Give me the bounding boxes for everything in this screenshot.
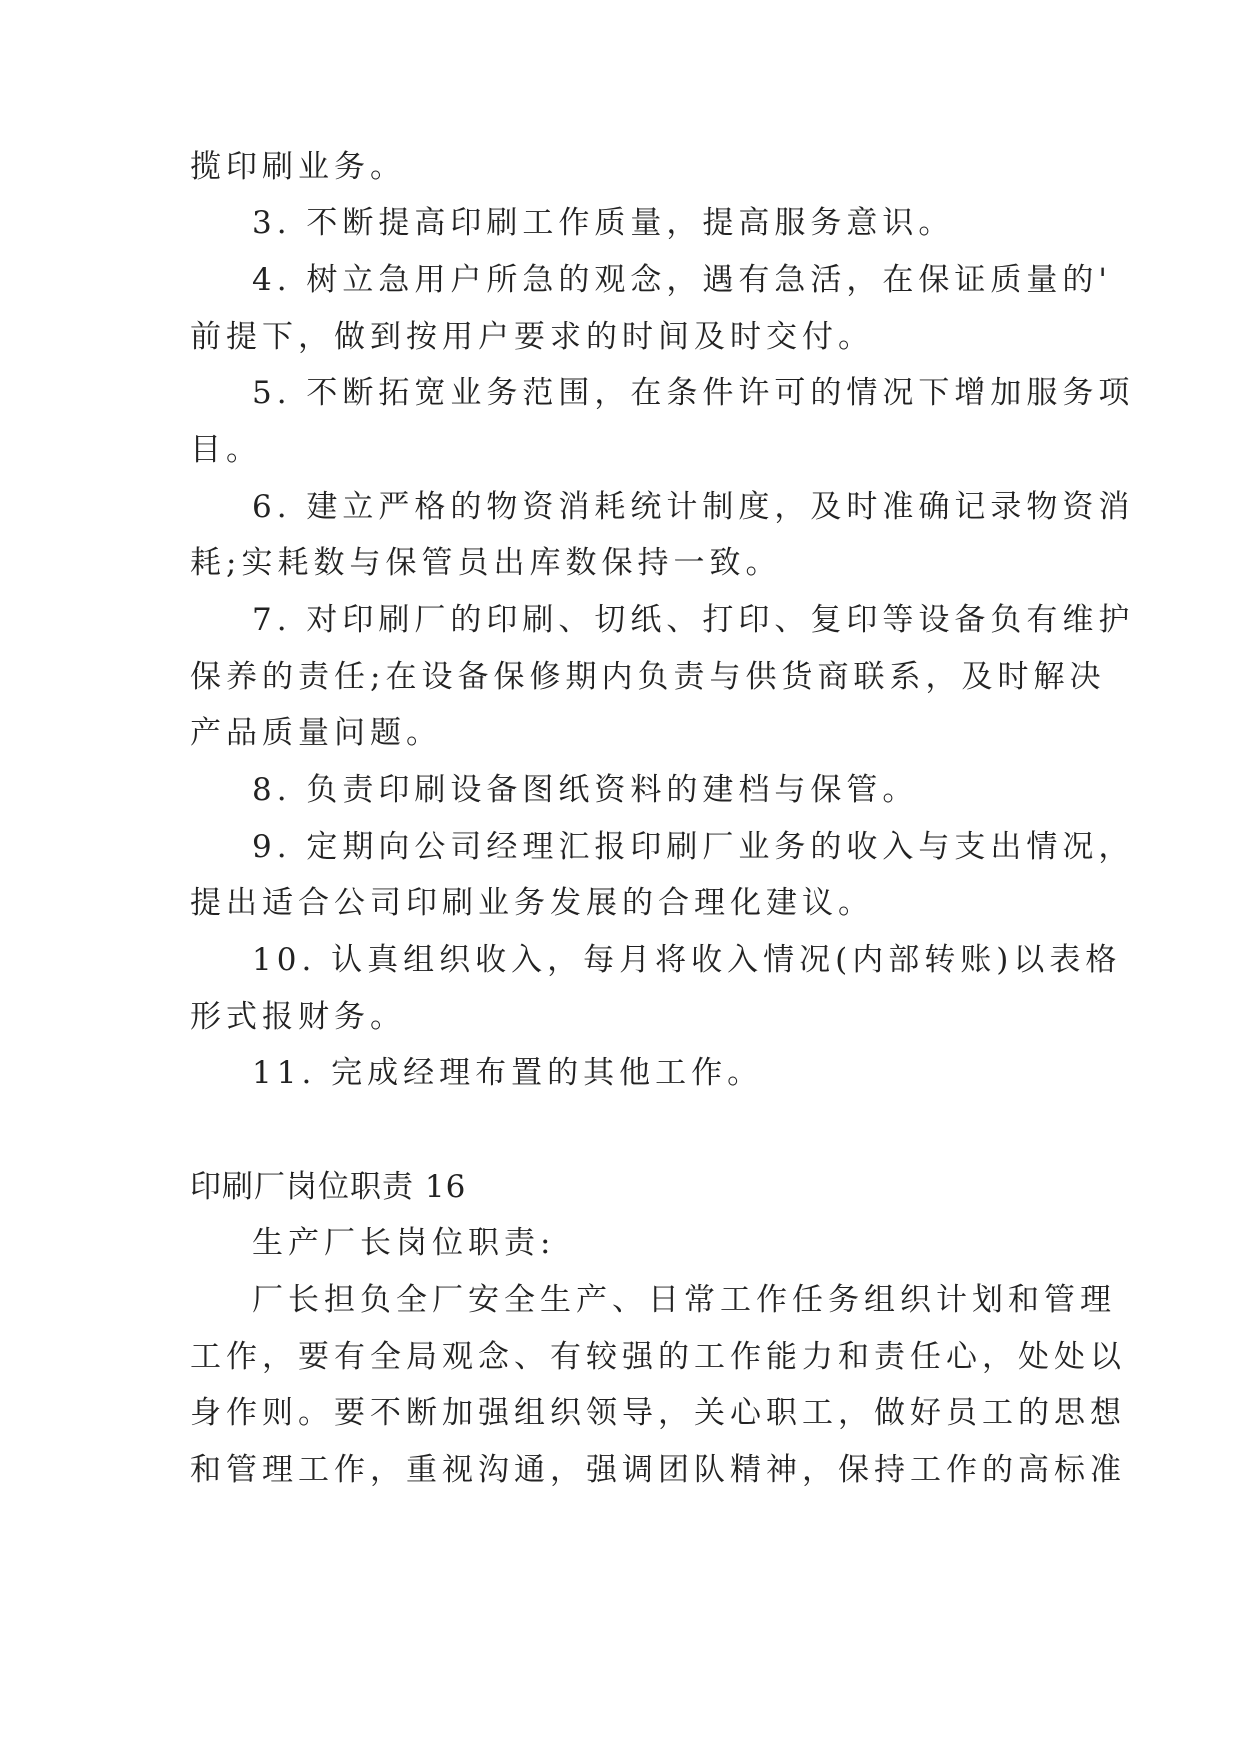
text-line: 揽印刷业务。	[190, 149, 406, 185]
text-line: 形式报财务。	[190, 999, 406, 1035]
text-line: 10. 认真组织收入，每月将收入情况(内部转账)以表格	[252, 942, 1122, 978]
text-line: 和管理工作，重视沟通，强调团队精神，保持工作的高标准	[190, 1452, 1126, 1488]
text-line: 工作，要有全局观念、有较强的工作能力和责任心，处处以	[190, 1339, 1126, 1375]
text-line: 8. 负责印刷设备图纸资料的建档与保管。	[252, 772, 919, 808]
section-title: 印刷厂岗位职责 16	[190, 1169, 467, 1205]
text-line: 目。	[190, 432, 262, 468]
text-line: 提出适合公司印刷业务发展的合理化建议。	[190, 885, 874, 921]
text-line: 3. 不断提高印刷工作质量，提高服务意识。	[252, 205, 955, 241]
text-line: 保养的责任;在设备保修期内负责与供货商联系，及时解决	[190, 659, 1106, 695]
text-line: 耗;实耗数与保管员出库数保持一致。	[190, 545, 782, 581]
text-line: 厂长担负全厂安全生产、日常工作任务组织计划和管理	[252, 1282, 1116, 1318]
text-line: 身作则。要不断加强组织领导，关心职工，做好员工的思想	[190, 1395, 1126, 1431]
text-line: 9. 定期向公司经理汇报印刷厂业务的收入与支出情况，	[252, 829, 1135, 865]
text-line: 生产厂长岗位职责:	[252, 1225, 556, 1261]
text-line: 产品质量问题。	[190, 715, 442, 751]
text-line: 11. 完成经理布置的其他工作。	[252, 1055, 764, 1091]
text-line: 4. 树立急用户所急的观念，遇有急活，在保证质量的'	[252, 262, 1112, 298]
text-line: 前提下，做到按用户要求的时间及时交付。	[190, 319, 874, 355]
text-line: 7. 对印刷厂的印刷、切纸、打印、复印等设备负有维护	[252, 602, 1135, 638]
text-line: 5. 不断拓宽业务范围，在条件许可的情况下增加服务项	[252, 375, 1135, 411]
text-line: 6. 建立严格的物资消耗统计制度，及时准确记录物资消	[252, 489, 1135, 525]
